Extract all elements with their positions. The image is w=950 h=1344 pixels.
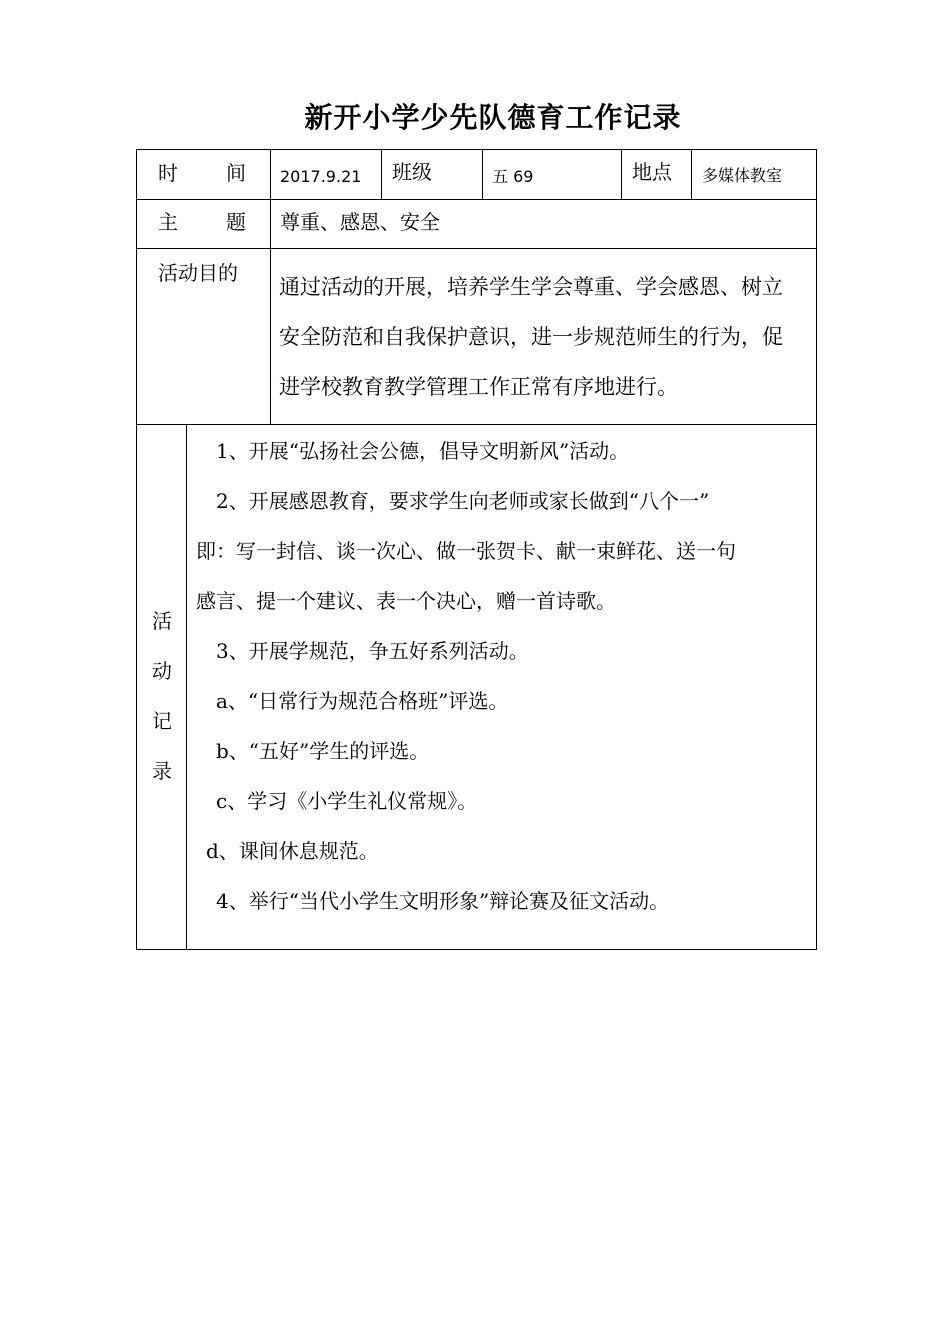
time-label-2: 间 (226, 161, 246, 185)
theme-label: 主 (158, 210, 178, 234)
time-value: 2017.9.21 (280, 167, 362, 186)
purpose-text (279, 262, 819, 412)
column-divider (482, 149, 483, 199)
record-label-char: 动 (152, 659, 172, 683)
place-label: 地点 (632, 160, 672, 184)
column-divider (186, 424, 187, 950)
record-text (196, 426, 816, 926)
record-label-char: 记 (152, 709, 172, 733)
theme-value: 尊重、感恩、安全 (280, 210, 440, 234)
record-label-char: 活 (152, 609, 172, 633)
class-value: 五 69 (492, 167, 534, 186)
column-divider (270, 149, 271, 424)
class-label: 班级 (392, 160, 432, 184)
column-divider (621, 149, 622, 199)
row-divider (136, 199, 817, 200)
time-label: 时 (158, 161, 178, 185)
record-line: 即：写一封信、谈一次心、做一张贺卡、献一束鲜花、送一句 (196, 539, 736, 563)
record-line: 感言、提一个建议、表一个决心，赠一首诗歌。 (196, 589, 616, 613)
column-divider (691, 149, 692, 199)
place-value: 多媒体教室 (702, 166, 783, 185)
purpose-label: 活动目的 (158, 261, 238, 285)
record-line: 2、开展感恩教育，要求学生向老师或家长做到“八个一” (196, 489, 710, 513)
record-line: b、“五好”学生的评选。 (196, 739, 430, 763)
record-label-char: 录 (152, 759, 172, 783)
purpose-line: 进学校教育教学管理工作正常有序地进行。 (279, 375, 678, 399)
purpose-line: 安全防范和自我保护意识，进一步规范师生的行为，促 (279, 325, 783, 349)
record-line: 4、举行“当代小学生文明形象”辩论赛及征文活动。 (196, 889, 670, 913)
column-divider (381, 149, 382, 199)
row-divider (136, 248, 817, 249)
record-line: a、“日常行为规范合格班”评选。 (196, 689, 509, 713)
theme-label-2: 题 (226, 210, 246, 234)
record-line: c、学习《小学生礼仪常规》。 (196, 789, 478, 813)
purpose-line: 通过活动的开展，培养学生学会尊重、学会感恩、树立 (279, 275, 783, 299)
record-line: d、课间休息规范。 (206, 839, 379, 863)
record-label (150, 596, 174, 796)
page-title: 新开小学少先队德育工作记录 (304, 101, 682, 134)
row-divider (136, 424, 817, 425)
record-line: 3、开展学规范，争五好系列活动。 (196, 639, 529, 663)
record-line: 1、开展“弘扬社会公德，倡导文明新风”活动。 (196, 439, 630, 463)
